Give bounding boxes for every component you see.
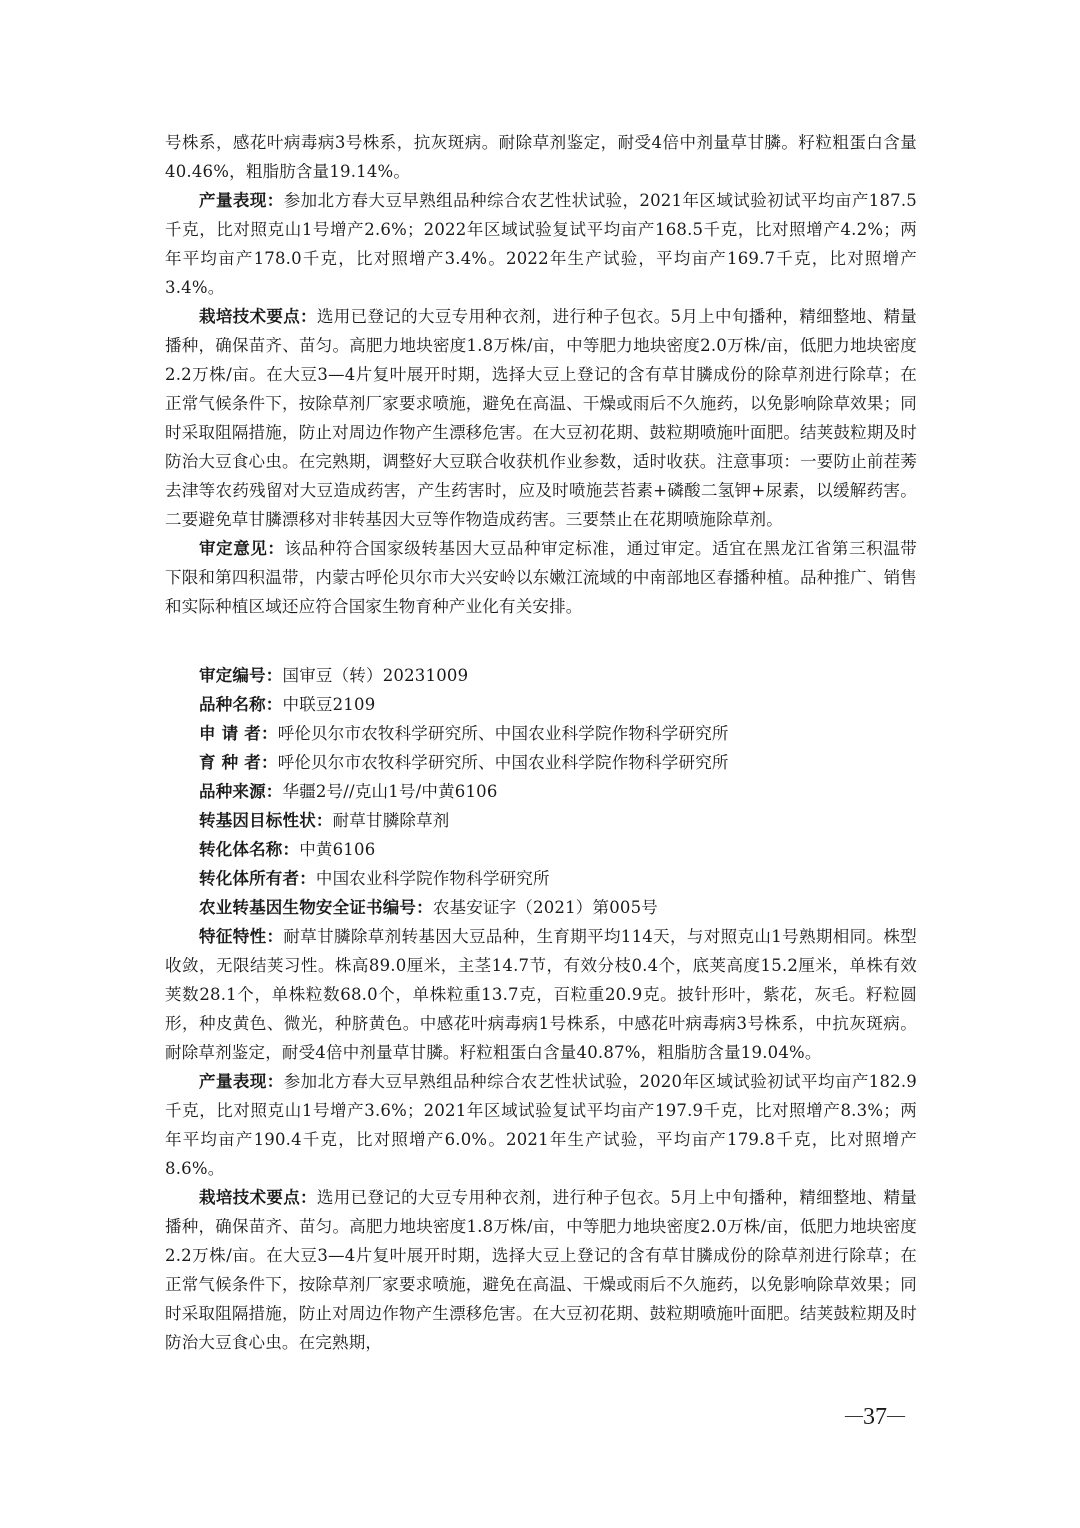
page-number: 37 xyxy=(863,1404,887,1430)
page-footer xyxy=(830,1398,920,1434)
document-page xyxy=(165,128,917,1357)
cultivation-label-2: 栽培技术要点： xyxy=(199,1188,317,1207)
field-transformant-owner xyxy=(165,864,917,893)
field-label: 品种来源： xyxy=(199,782,283,801)
opinion-label-1: 审定意见： xyxy=(199,539,285,558)
footer-dash-right: — xyxy=(887,1405,905,1425)
field-value: 国审豆（转）20231009 xyxy=(282,666,469,685)
field-value: 中黄6106 xyxy=(299,840,376,859)
field-value: 农基安证字（2021）第005号 xyxy=(432,898,658,917)
field-label: 农业转基因生物安全证书编号： xyxy=(199,898,433,917)
field-value: 呼伦贝尔市农牧科学研究所、中国农业科学院作物科学研究所 xyxy=(277,724,729,743)
field-approval-number xyxy=(165,661,917,690)
yield-label-2: 产量表现： xyxy=(199,1072,284,1091)
field-value: 耐草甘膦除草剂 xyxy=(332,811,450,830)
yield-paragraph-1 xyxy=(165,186,917,302)
cultivation-paragraph-1 xyxy=(165,302,917,534)
section-gap xyxy=(165,621,917,661)
field-label: 转基因目标性状： xyxy=(199,811,333,830)
traits-label: 特征特性： xyxy=(199,927,284,946)
yield-text-2: 参加北方春大豆早熟组品种综合农艺性状试验，2020年区域试验初试平均亩产182.9千克，比对照克山1号增产3.6%；2021年区域试验复试平均亩产197.9千克，比对照增产8.3%；两年平均亩产190.4千克，比对照增产6.0%。2021年生产试验，平均亩产179.8千克，比对照增产8.6%。 xyxy=(165,1072,918,1178)
field-value: 呼伦贝尔市农牧科学研究所、中国农业科学院作物科学研究所 xyxy=(277,753,729,772)
field-breeder xyxy=(165,748,917,777)
field-applicant xyxy=(165,719,917,748)
cultivation-text-1: 选用已登记的大豆专用种衣剂，进行种子包衣。5月上中旬播种，精细整地、精量播种，确保苗齐、苗匀。高肥力地块密度1.8万株/亩，中等肥力地块密度2.0万株/亩，低肥力地块密度2.2万株/亩。在大豆3—4片复叶展开时期，选择大豆上登记的含有草甘膦成份的除草剂进行除草；在正常气候条件下，按除草剂厂家要求喷施，避免在高温、干燥或雨后不久施药，以免影响除草效果；同时采取阻隔措施，防止对周边作物产生漂移危害。在大豆初花期、鼓粒期喷施叶面肥。结荚鼓粒期及时防治大豆食心虫。在完熟期，调整好大豆联合收获机作业参数，适时收获。注意事项：一要防止前茬莠去津等农药残留对大豆造成药害，产生药害时，应及时喷施芸苔素+磷酸二氢钾+尿素，以缓解药害。二要避免草甘膦漂移对非转基因大豆等作物造成药害。三要禁止在花期喷施除草剂。 xyxy=(165,307,917,529)
cultivation-text-2: 选用已登记的大豆专用种衣剂，进行种子包衣。5月上中旬播种，精细整地、精量播种，确保苗齐、苗匀。高肥力地块密度1.8万株/亩，中等肥力地块密度2.0万株/亩，低肥力地块密度2.2万株/亩。在大豆3—4片复叶展开时期，选择大豆上登记的含有草甘膦成份的除草剂进行除草；在正常气候条件下，按除草剂厂家要求喷施，避免在高温、干燥或雨后不久施药，以免影响除草效果；同时采取阻隔措施，防止对周边作物产生漂移危害。在大豆初花期、鼓粒期喷施叶面肥。结荚鼓粒期及时防治大豆食心虫。在完熟期， xyxy=(165,1188,917,1352)
footer-dash-left: — xyxy=(845,1405,863,1425)
field-variety-source xyxy=(165,777,917,806)
yield-paragraph-2 xyxy=(165,1067,917,1183)
field-value: 华疆2号//克山1号/中黄6106 xyxy=(282,782,498,801)
field-label: 品种名称： xyxy=(199,695,283,714)
opinion-text-1: 该品种符合国家级转基因大豆品种审定标准，通过审定。适宜在黑龙江省第三积温带下限和第四积温带，内蒙古呼伦贝尔市大兴安岭以东嫩江流域的中南部地区春播种植。品种推广、销售和实际种植区域还应符合国家生物育种产业化有关安排。 xyxy=(165,539,918,616)
field-label: 转化体所有者： xyxy=(199,869,316,888)
field-value: 中联豆2109 xyxy=(282,695,376,714)
field-safety-certificate xyxy=(165,893,917,922)
cultivation-label-1: 栽培技术要点： xyxy=(199,307,317,326)
field-target-trait xyxy=(165,806,917,835)
traits-text: 耐草甘膦除草剂转基因大豆品种，生育期平均114天，与对照克山1号熟期相同。株型收敛，无限结荚习性。株高89.0厘米，主茎14.7节，有效分枝0.4个，底荚高度15.2厘米，单株有效荚数28.1个，单株粒数68.0个，单株粒重13.7克，百粒重20.9克。披针形叶，紫花，灰毛。籽粒圆形，种皮黄色、微光，种脐黄色。中感花叶病毒病1号株系，中感花叶病毒病3号株系，中抗灰斑病。耐除草剂鉴定，耐受4倍中剂量草甘膦。籽粒粗蛋白含量40.87%，粗脂肪含量19.04%。 xyxy=(165,927,918,1062)
field-label: 申 请 者： xyxy=(199,724,278,743)
field-label: 育 种 者： xyxy=(199,753,278,772)
continuation-paragraph: 号株系，感花叶病毒病3号株系，抗灰斑病。耐除草剂鉴定，耐受4倍中剂量草甘膦。籽粒粗蛋白含量40.46%，粗脂肪含量19.14%。 xyxy=(165,133,917,181)
field-value: 中国农业科学院作物科学研究所 xyxy=(315,869,550,888)
field-label: 转化体名称： xyxy=(199,840,300,859)
field-label: 审定编号： xyxy=(199,666,283,685)
traits-paragraph xyxy=(165,922,917,1067)
field-variety-name xyxy=(165,690,917,719)
opinion-paragraph-1 xyxy=(165,534,917,621)
cultivation-paragraph-2 xyxy=(165,1183,917,1357)
yield-text-1: 参加北方春大豆早熟组品种综合农艺性状试验，2021年区域试验初试平均亩产187.5千克，比对照克山1号增产2.6%；2022年区域试验复试平均亩产168.5千克，比对照增产4.2%；两年平均亩产178.0千克，比对照增产3.4%。2022年生产试验，平均亩产169.7千克，比对照增产3.4%。 xyxy=(165,191,918,297)
yield-label-1: 产量表现： xyxy=(199,191,284,210)
field-transformant-name xyxy=(165,835,917,864)
